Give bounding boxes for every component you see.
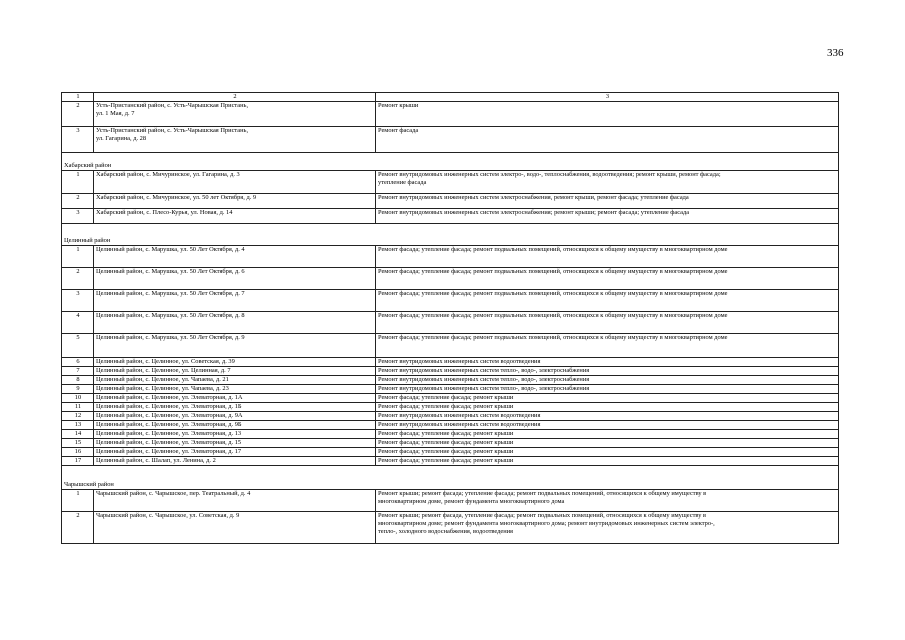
header-col-address: 2 [94,93,376,102]
row-address: Целинный район, с. Целинное, ул. Элеваторная, д. 9Б [94,421,376,430]
table-row [62,376,839,385]
row-number: 14 [62,430,94,439]
table-row [62,385,839,394]
header-col-work: 3 [376,93,839,102]
table-row [62,334,839,358]
row-address: Целинный район, с. Марушка, ул. 50 Лет Октября, д. 8 [94,312,376,334]
row-address: Усть-Пристанский район, с. Усть-Чарышская Пристань, ул. 1 Мая, д. 7 [94,102,376,127]
table-row [62,421,839,430]
row-work: Ремонт внутридомовых инженерных систем тепло-, водо-, электроснабжения [376,385,839,394]
table-row [62,512,839,544]
header-row [62,93,839,102]
row-address: Целинный район, с. Марушка, ул. 50 Лет Октября, д. 4 [94,246,376,268]
row-address: Хабарский район, с. Плесо-Курья, ул. Новая, д. 14 [94,209,376,224]
section-title: Чарышский район [62,466,839,490]
table-row [62,490,839,512]
table-row [62,209,839,224]
row-number: 1 [62,171,94,194]
row-address: Целинный район, с. Целинное, ул. Советская, д. 39 [94,358,376,367]
section-title: Хабарский район [62,153,839,171]
table-row [62,127,839,153]
row-number: 4 [62,312,94,334]
row-number: 2 [62,194,94,209]
row-address: Целинный район, с. Целинное, ул. Чапаева, д. 21 [94,376,376,385]
table-row [62,367,839,376]
row-number: 1 [62,490,94,512]
row-address: Чарышский район, с. Чарышское, пер. Театральный, д. 4 [94,490,376,512]
row-work: Ремонт фасада; утепление фасада; ремонт крыши [376,430,839,439]
row-address: Целинный район, с. Марушка, ул. 50 Лет Октября, д. 7 [94,290,376,312]
row-address: Целинный район, с. Шалап, ул. Ленина, д. 2 [94,457,376,466]
table-row [62,358,839,367]
row-work: Ремонт фасада; утепление фасада; ремонт крыши [376,448,839,457]
section-row [62,153,839,171]
row-address: Целинный район, с. Целинное, ул. Элеваторная, д. 1А [94,394,376,403]
row-work: Ремонт фасада; утепление фасада; ремонт крыши [376,439,839,448]
table-row [62,412,839,421]
row-address: Целинный район, с. Целинное, ул. Целинная, д. 7 [94,367,376,376]
table-row [62,194,839,209]
table-row [62,448,839,457]
row-address: Целинный район, с. Целинное, ул. Элеваторная, д. 15 [94,439,376,448]
row-work: Ремонт внутридомовых инженерных систем электроснабжения, ремонт крыши, ремонт фасада; утепление фасада [376,194,839,209]
row-address: Усть-Пристанский район, с. Усть-Чарышская Пристань, ул. Гагарина, д. 28 [94,127,376,153]
row-number: 5 [62,334,94,358]
row-address: Целинный район, с. Марушка, ул. 50 Лет Октября, д. 9 [94,334,376,358]
row-work: Ремонт внутридомовых инженерных систем электроснабжения; ремонт крыши; ремонт фасада; утепление фасада [376,209,839,224]
table-row [62,430,839,439]
row-work: Ремонт внутридомовых инженерных систем тепло-, водо-, электроснабжения [376,376,839,385]
row-number: 6 [62,358,94,367]
row-number: 12 [62,412,94,421]
table-row [62,403,839,412]
table-row [62,102,839,127]
row-number: 17 [62,457,94,466]
page-number: 336 [827,47,844,59]
table-row [62,290,839,312]
row-address: Целинный район, с. Целинное, ул. Чапаева, д. 23 [94,385,376,394]
header-col-number: 1 [62,93,94,102]
row-address: Чарышский район, с. Чарышское, ул. Советская, д. 9 [94,512,376,544]
row-number: 7 [62,367,94,376]
row-number: 16 [62,448,94,457]
row-work: Ремонт крыши; ремонт фасада; утепление фасада; ремонт подвальных помещений, относящихся к общему имуществу в многоквартирном доме, ремонт фундамента многоквартирного дома [376,490,839,512]
row-number: 3 [62,127,94,153]
row-number: 11 [62,403,94,412]
row-work: Ремонт внутридомовых инженерных систем водоотведения [376,358,839,367]
row-work: Ремонт фасада; утепление фасада; ремонт крыши [376,403,839,412]
table-row [62,394,839,403]
row-address: Целинный район, с. Целинное, ул. Элеваторная, д. 1Б [94,403,376,412]
section-row [62,224,839,246]
row-number: 1 [62,246,94,268]
table-row [62,246,839,268]
row-number: 2 [62,512,94,544]
row-work: Ремонт внутридомовых инженерных систем тепло-, водо-, электроснабжения [376,367,839,376]
row-work: Ремонт фасада; утепление фасада; ремонт подвальных помещений, относящихся к общему имуществу в многоквартирном доме [376,268,839,290]
row-number: 8 [62,376,94,385]
row-address: Целинный район, с. Целинное, ул. Элеваторная, д. 17 [94,448,376,457]
row-work: Ремонт внутридомовых инженерных систем электро-, водо-, теплоснабжения, водоотведения; ремонт крыши, ремонт фасада; утепление фасада [376,171,839,194]
table-row [62,439,839,448]
row-work: Ремонт внутридомовых инженерных систем водоотведения [376,412,839,421]
row-work: Ремонт фасада; утепление фасада; ремонт крыши [376,457,839,466]
row-work: Ремонт крыши; ремонт фасада, утепление фасада; ремонт подвальных помещений, относящихся к общему имуществу в многоквартирном доме; ремонт фундамента многоквартирного дома; ремонт внутридомовых инженерных систем электро-, тепло-, холодного водоснабжения, водоотведения [376,512,839,544]
row-work: Ремонт фасада; утепление фасада; ремонт крыши [376,394,839,403]
row-address: Целинный район, с. Целинное, ул. Элеваторная, д. 9А [94,412,376,421]
section-title: Целинный район [62,224,839,246]
row-number: 15 [62,439,94,448]
table-row [62,268,839,290]
row-number: 3 [62,209,94,224]
row-work: Ремонт внутридомовых инженерных систем водоотведения [376,421,839,430]
table-row [62,312,839,334]
row-work: Ремонт фасада [376,127,839,153]
row-work: Ремонт крыши [376,102,839,127]
row-number: 9 [62,385,94,394]
table-row [62,457,839,466]
table-row [62,171,839,194]
row-number: 13 [62,421,94,430]
row-work: Ремонт фасада; утепление фасада; ремонт подвальных помещений, относящихся к общему имуществу в многоквартирном доме [376,290,839,312]
section-row [62,466,839,490]
row-address: Хабарский район, с. Мичуринское, ул. Гагарина, д. 3 [94,171,376,194]
row-address: Хабарский район, с. Мичуринское, ул. 50 лет Октября, д. 9 [94,194,376,209]
row-address: Целинный район, с. Целинное, ул. Элеваторная, д. 13 [94,430,376,439]
row-address: Целинный район, с. Марушка, ул. 50 Лет Октября, д. 6 [94,268,376,290]
row-work: Ремонт фасада; утепление фасада; ремонт подвальных помещений, относящихся к общему имуществу в многоквартирном доме [376,312,839,334]
row-number: 3 [62,290,94,312]
row-number: 2 [62,268,94,290]
row-work: Ремонт фасада; утепление фасада; ремонт подвальных помещений, относящихся к общему имуществу в многоквартирном доме [376,246,839,268]
row-work: Ремонт фасада; утепление фасада; ремонт подвальных помещений, относящихся к общему имуществу в многоквартирном доме [376,334,839,358]
repair-table [61,92,839,544]
row-number: 10 [62,394,94,403]
row-number: 2 [62,102,94,127]
